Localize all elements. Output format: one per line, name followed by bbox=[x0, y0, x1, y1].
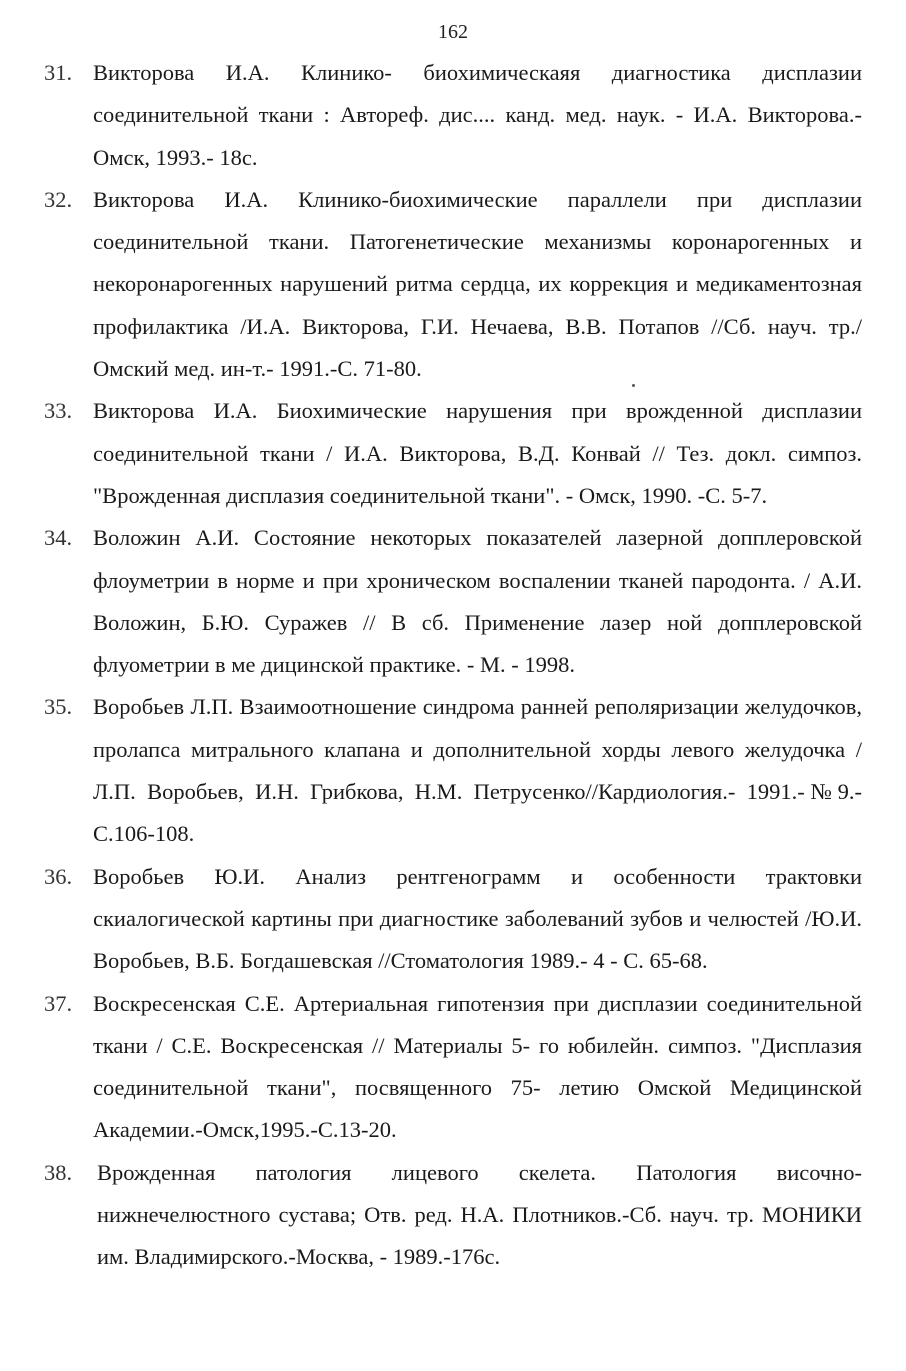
reference-text: Викторова И.А. Биохимические нарушения при врожденной дисплазии соединительной ткани / И.А. Викторова, В.Д. Конвай // Тез. докл. симпоз. "Врожденная дисплазия соединительной ткани". - Омск, 1990. -С. 5-7. bbox=[93, 398, 862, 508]
reference-item-35 bbox=[44, 686, 862, 855]
page-number: 162 bbox=[438, 21, 468, 43]
reference-number: 35. bbox=[44, 694, 73, 720]
reference-text: Воскресенская С.Е. Артериальная гипотензия при дисплазии соединительной ткани / С.Е. Воскресенская // Материалы 5- го юбилейн. симпоз. "Дисплазия соединительной ткани", посвященного 75- летию Омской Медицинской Академии.-Омск,1995.-С.13-20. bbox=[93, 990, 862, 1143]
reference-text: Викторова И.А. Клинико-биохимические параллели при дисплазии соединительной ткани. Патогенетические механизмы коронарогенных и некоронарогенных нарушений ритма сердца, их коррекция и медикаментозная профилактика /И.А. Викторова, Г.И. Нечаева, В.В. Потапов //Сб. науч. тр./Омский мед. ин-т.- 1991.-С. 71-80. bbox=[93, 186, 862, 382]
reference-item-34 bbox=[44, 517, 862, 686]
reference-number: 34. bbox=[44, 525, 73, 551]
reference-item-31 bbox=[44, 52, 862, 179]
reference-number: 31. bbox=[44, 60, 73, 85]
reference-item-37 bbox=[44, 983, 862, 1152]
reference-list bbox=[44, 52, 862, 1279]
reference-item-36 bbox=[44, 856, 862, 983]
reference-text: Воробьев Л.П. Взаимоотношение синдрома ранней реполяризации желудочков, пролапса митрального клапана и дополнительной хорды левого желудочка /Л.П. Воробьев, И.Н. Грибкова, Н.М. Петрусенко//Кардиология.- 1991.-№9.-С.106-108. bbox=[93, 694, 862, 847]
reference-number: 37. bbox=[44, 990, 73, 1016]
reference-text: Воробьев Ю.И. Анализ рентгенограмм и особенности трактовки скиалогической картины при диагностике заболеваний зубов и челюстей /Ю.И. Воробьев, В.Б. Богдашевская //Стоматология 1989.- 4 - С. 65-68. bbox=[93, 863, 862, 974]
reference-number: 32. bbox=[44, 186, 73, 212]
reference-item-38 bbox=[44, 1152, 862, 1279]
reference-number: 36. bbox=[44, 863, 73, 889]
reference-text: Врожденная патология лицевого скелета. Патология височно-нижнечелюстного сустава; Отв. ред. Н.А. Плотников.-Сб. науч. тр. МОНИКИ им. Владимирского.-Москва, - 1989.-176с. bbox=[97, 1159, 862, 1270]
reference-number: 33. bbox=[44, 398, 73, 424]
reference-text: Викторова И.А. Клинико- биохимическаяя диагностика дисплазии соединительной ткани : Автореф. дис.... канд. мед. наук. - И.А. Викторова.- Омск, 1993.- 18с. bbox=[93, 60, 862, 170]
reference-number: 38. bbox=[44, 1159, 73, 1185]
reference-text: Воложин А.И. Состояние некоторых показателей лазерной допплеровской флоуметрии в норме и при хроническом воспалении тканей пародонта. / А.И. Воложин, Б.Ю. Суражев // В сб. Применение лазер ной допплеровской флуометрии в ме дицинской практике. - М. - 1998. bbox=[93, 525, 862, 678]
reference-item-33 bbox=[44, 390, 862, 517]
reference-item-32 bbox=[44, 179, 862, 390]
